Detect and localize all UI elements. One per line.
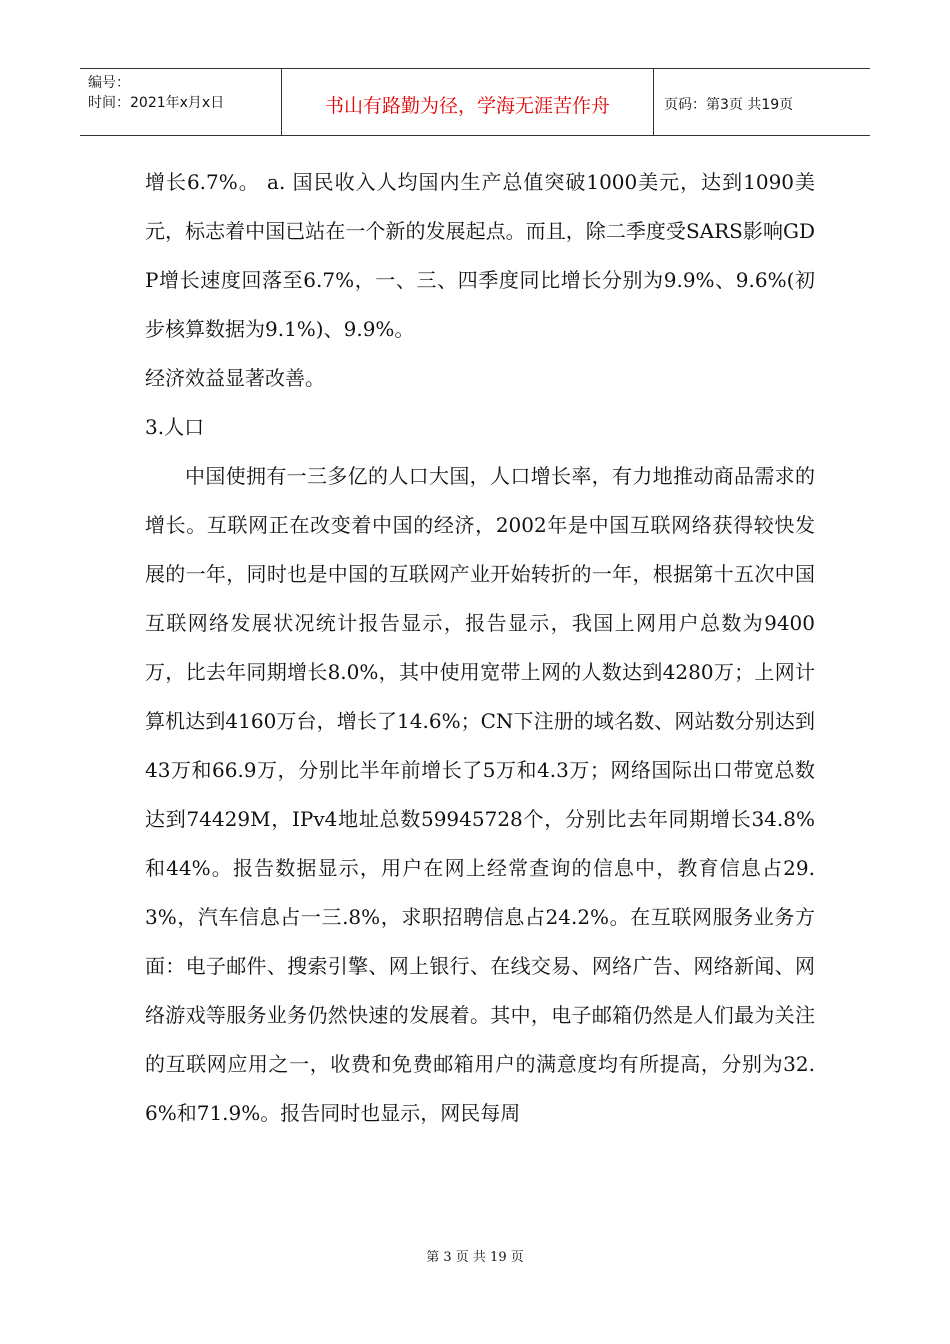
page-footer: 第 3 页 共 19 页 <box>426 1250 524 1265</box>
header-motto-cell <box>282 69 654 135</box>
document-body <box>145 158 815 1138</box>
paragraph-gdp: 增长6.7%。 a. 国民收入人均国内生产总值突破1000美元，达到1090美元，标志着中国已站在一个新的发展起点。而且，除二季度受SARS影响GDP增长速度回落至6.7%，一、三、四季度同比增长分别为9.9%、9.6%(初步核算数据为9.1%)、9.9%。 <box>145 170 815 341</box>
header-meta-cell <box>80 69 282 135</box>
section-heading-population: 3.人口 <box>145 415 205 439</box>
paragraph-internet: 中国使拥有一三多亿的人口大国，人口增长率，有力地推动商品需求的增长。互联网正在改变着中国的经济，2002年是中国互联网络获得较快发展的一年，同时也是中国的互联网产业开始转折的一年，根据第十五次中国互联网络发展状况统计报告显示，报告显示，我国上网用户总数为9400万，比去年同期增长8.0%，其中使用宽带上网的人数达到4280万；上网计算机达到4160万台，增长了14.6%；CN下注册的域名数、网站数分别达到43万和66.9万，分别比半年前增长了5万和4.3万；网络国际出口带宽总数达到74429M，IPv4地址总数59945728个，分别比去年同期增长34.8%和44%。报告数据显示，用户在网上经常查询的信息中，教育信息占29.3%，汽车信息占一三.8%，求职招聘信息占24.2%。在互联网服务业务方面：电子邮件、搜索引擎、网上银行、在线交易、网络广告、网络新闻、网络游戏等服务业务仍然快速的发展着。其中，电子邮箱仍然是人们最为关注的互联网应用之一，收费和免费邮箱用户的满意度均有所提高，分别为32.6%和71.9%。报告同时也显示，网民每周 <box>145 464 815 1125</box>
page-header <box>80 68 870 136</box>
number-label: 编号： <box>88 75 130 91</box>
date-label: 时间：2021年x月x日 <box>88 95 225 111</box>
header-page-cell <box>654 69 870 135</box>
motto-text: 书山有路勤为径，学海无涯苦作舟 <box>324 95 610 117</box>
header-page-info: 页码：第3页 共19页 <box>664 97 794 113</box>
paragraph-economy: 经济效益显著改善。 <box>145 366 325 390</box>
